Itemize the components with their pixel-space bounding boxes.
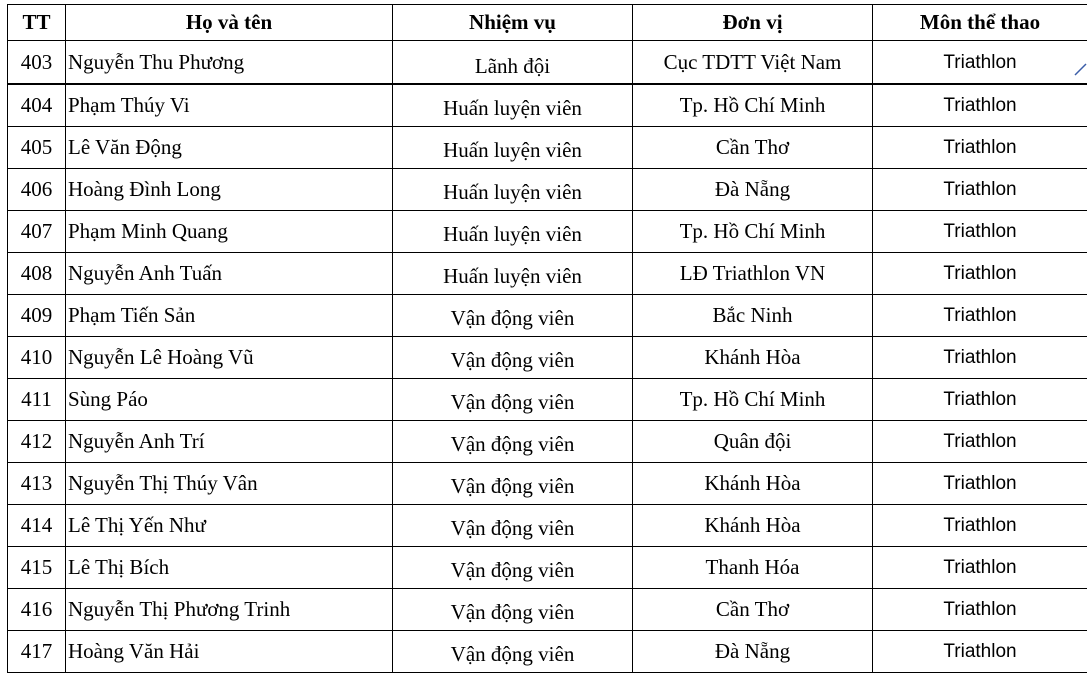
table-row bbox=[8, 589, 1087, 631]
cell-tt: 414 bbox=[8, 505, 66, 547]
cell-sport: Triathlon bbox=[873, 295, 1087, 337]
cell-tt: 406 bbox=[8, 169, 66, 211]
cell-unit: Khánh Hòa bbox=[633, 337, 873, 379]
cell-name: Phạm Thúy Vi bbox=[66, 84, 393, 127]
cell-unit: Cục TDTT Việt Nam bbox=[633, 41, 873, 85]
cell-role: Vận động viên bbox=[393, 463, 633, 505]
cell-tt: 407 bbox=[8, 211, 66, 253]
cell-name: Hoàng Văn Hải bbox=[66, 631, 393, 673]
header-unit: Đơn vị bbox=[633, 5, 873, 41]
table-row bbox=[8, 547, 1087, 589]
cell-sport: Triathlon bbox=[873, 589, 1087, 631]
cell-name: Lê Thị Bích bbox=[66, 547, 393, 589]
cell-sport: Triathlon bbox=[873, 421, 1087, 463]
cell-tt: 408 bbox=[8, 253, 66, 295]
table-row bbox=[8, 84, 1087, 127]
header-sport: Môn thể thao bbox=[873, 5, 1087, 41]
cell-tt: 404 bbox=[8, 84, 66, 127]
cell-role: Huấn luyện viên bbox=[393, 211, 633, 253]
table-row bbox=[8, 631, 1087, 673]
cell-tt: 410 bbox=[8, 337, 66, 379]
cell-unit: Thanh Hóa bbox=[633, 547, 873, 589]
cell-sport: Triathlon bbox=[873, 631, 1087, 673]
cell-role: Huấn luyện viên bbox=[393, 169, 633, 211]
cell-unit: Đà Nẵng bbox=[633, 169, 873, 211]
cell-name: Lê Văn Động bbox=[66, 127, 393, 169]
cell-name: Phạm Minh Quang bbox=[66, 211, 393, 253]
table-row bbox=[8, 505, 1087, 547]
cell-unit: Tp. Hồ Chí Minh bbox=[633, 379, 873, 421]
cell-name: Nguyễn Anh Tuấn bbox=[66, 253, 393, 295]
table-row bbox=[8, 211, 1087, 253]
cell-sport: Triathlon bbox=[873, 84, 1087, 127]
cell-name: Hoàng Đình Long bbox=[66, 169, 393, 211]
cell-unit: Quân đội bbox=[633, 421, 873, 463]
header-role: Nhiệm vụ bbox=[393, 5, 633, 41]
cell-tt: 409 bbox=[8, 295, 66, 337]
header-row bbox=[8, 5, 1087, 41]
cell-tt: 416 bbox=[8, 589, 66, 631]
cell-name: Phạm Tiến Sản bbox=[66, 295, 393, 337]
cell-unit: Đà Nẵng bbox=[633, 631, 873, 673]
cell-tt: 403 bbox=[8, 41, 66, 85]
cell-tt: 415 bbox=[8, 547, 66, 589]
cell-unit: Cần Thơ bbox=[633, 589, 873, 631]
cell-name: Nguyễn Thị Thúy Vân bbox=[66, 463, 393, 505]
cell-sport: Triathlon bbox=[873, 169, 1087, 211]
cell-name: Nguyễn Lê Hoàng Vũ bbox=[66, 337, 393, 379]
table-row bbox=[8, 253, 1087, 295]
cell-tt: 417 bbox=[8, 631, 66, 673]
table-row bbox=[8, 127, 1087, 169]
cell-role: Vận động viên bbox=[393, 337, 633, 379]
header-name: Họ và tên bbox=[66, 5, 393, 41]
cell-role: Lãnh đội bbox=[393, 41, 633, 85]
cell-role: Huấn luyện viên bbox=[393, 127, 633, 169]
table-row bbox=[8, 463, 1087, 505]
cell-name: Sùng Páo bbox=[66, 379, 393, 421]
table-row bbox=[8, 421, 1087, 463]
cell-unit: Khánh Hòa bbox=[633, 505, 873, 547]
cell-sport: Triathlon bbox=[873, 463, 1087, 505]
cell-name: Lê Thị Yến Như bbox=[66, 505, 393, 547]
cell-tt: 413 bbox=[8, 463, 66, 505]
cell-role: Vận động viên bbox=[393, 505, 633, 547]
cell-role: Vận động viên bbox=[393, 631, 633, 673]
pen-mark-icon bbox=[1073, 62, 1087, 76]
cell-unit: Cần Thơ bbox=[633, 127, 873, 169]
cell-role: Vận động viên bbox=[393, 379, 633, 421]
cell-unit: Khánh Hòa bbox=[633, 463, 873, 505]
roster-table bbox=[7, 4, 1087, 673]
cell-role: Huấn luyện viên bbox=[393, 253, 633, 295]
cell-sport: Triathlon bbox=[873, 547, 1087, 589]
cell-unit: Tp. Hồ Chí Minh bbox=[633, 84, 873, 127]
cell-name: Nguyễn Anh Trí bbox=[66, 421, 393, 463]
header-tt: TT bbox=[8, 5, 66, 41]
cell-tt: 412 bbox=[8, 421, 66, 463]
cell-sport: Triathlon bbox=[873, 211, 1087, 253]
cell-name: Nguyễn Thị Phương Trinh bbox=[66, 589, 393, 631]
cell-role: Vận động viên bbox=[393, 421, 633, 463]
cell-sport: Triathlon bbox=[873, 127, 1087, 169]
table-row bbox=[8, 295, 1087, 337]
cell-sport: Triathlon bbox=[873, 41, 1087, 85]
cell-tt: 411 bbox=[8, 379, 66, 421]
cell-role: Vận động viên bbox=[393, 589, 633, 631]
cell-unit: Bắc Ninh bbox=[633, 295, 873, 337]
table-row bbox=[8, 41, 1087, 85]
table-row bbox=[8, 379, 1087, 421]
cell-name: Nguyễn Thu Phương bbox=[66, 41, 393, 85]
cell-unit: Tp. Hồ Chí Minh bbox=[633, 211, 873, 253]
table-row bbox=[8, 169, 1087, 211]
cell-role: Vận động viên bbox=[393, 295, 633, 337]
cell-sport: Triathlon bbox=[873, 337, 1087, 379]
cell-sport: Triathlon bbox=[873, 379, 1087, 421]
cell-tt: 405 bbox=[8, 127, 66, 169]
cell-sport: Triathlon bbox=[873, 253, 1087, 295]
cell-sport: Triathlon bbox=[873, 505, 1087, 547]
cell-role: Vận động viên bbox=[393, 547, 633, 589]
cell-role: Huấn luyện viên bbox=[393, 84, 633, 127]
cell-unit: LĐ Triathlon VN bbox=[633, 253, 873, 295]
table-row bbox=[8, 337, 1087, 379]
